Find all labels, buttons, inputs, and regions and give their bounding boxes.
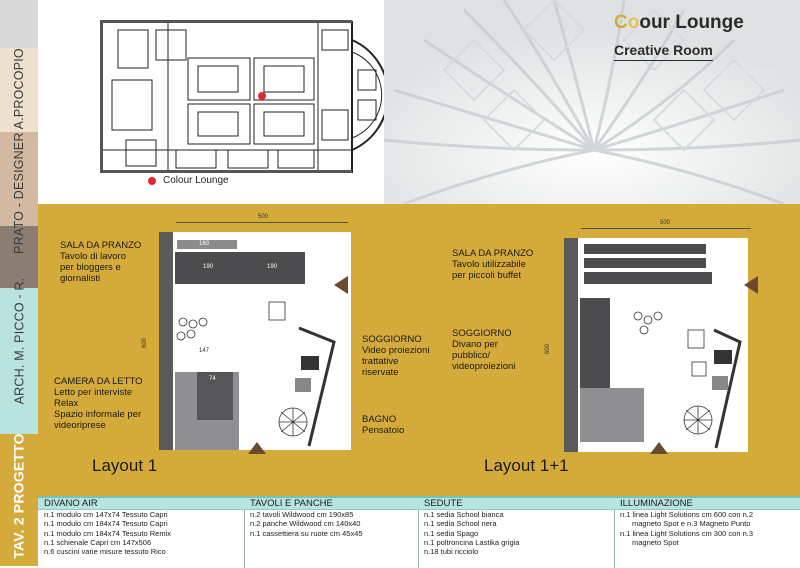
layout2-note-soggiorno: SOGGIORNO Divano per pubblico/ videoproiezioni: [452, 328, 516, 372]
layout2-plan: [564, 238, 748, 452]
layout2-entry-arrow-right: [744, 276, 758, 294]
layout2-dim-line: [581, 228, 751, 229]
layout1-table-b: 190: [239, 252, 305, 284]
layout2-dim-width: 500: [660, 220, 671, 226]
table-header-divano: DIVANO AIR: [38, 498, 244, 510]
layout1-furniture-drawing: [159, 232, 351, 450]
table-header-illuminazione: ILLUMINAZIONE: [614, 498, 800, 510]
table-cell: n.6 cuscini varie misure tessuto Rico: [44, 547, 166, 557]
materials-table: [38, 496, 800, 568]
table-cell: n.1 modulo cm 184x74 Tessuto Capri: [44, 519, 168, 529]
brand-watermark: Paralisumne: [714, 66, 780, 78]
layout1-dim-height: 600: [142, 337, 149, 349]
table-cell: n.1 sedia Spago: [424, 528, 479, 538]
table-col-illuminazione: [614, 498, 800, 568]
layout2-entry-arrow-bottom: [650, 442, 668, 454]
table-header-tavoli: TAVOLI E PANCHE: [244, 498, 418, 510]
layout1-dim-width: 500: [258, 214, 269, 220]
page-subtitle: Creative Room: [614, 42, 713, 61]
table-cell: n.1 sedia School nera: [424, 519, 497, 529]
table-cell: n.1 cassettiera su ruote cm 45x45: [250, 528, 363, 538]
title-letter-o: o: [627, 12, 640, 33]
layout1-note-bagno: BAGNO Pensatoio: [362, 414, 405, 436]
table-cell: n.1 modulo cm 184x74 Tessuto Remix: [44, 528, 172, 538]
floor-plan-drawing: [38, 0, 384, 204]
table-cell: n.1 linea Light Solutions cm 300 con n.3: [620, 528, 754, 538]
legend-marker: [148, 177, 156, 185]
layout1-plan: [159, 232, 351, 450]
layout1-title: Layout 1: [92, 456, 158, 475]
legend-label: Colour Lounge: [163, 175, 229, 186]
sidebar-tav-text: TAV. 2 PROGETTO: [11, 433, 27, 559]
layout1-note-soggiorno: SOGGIORNO Video proiezioni trattative riservate: [362, 334, 430, 378]
page-title: [614, 12, 744, 34]
table-cell: n.18 tubi ricciolo: [424, 547, 479, 557]
layout1-sofa-seat: 74: [197, 372, 233, 420]
layout2-furniture-drawing: [564, 238, 748, 452]
layout1-dim-line: [176, 222, 348, 223]
sidebar: [0, 0, 38, 566]
layout1-table-a: 190: [175, 252, 239, 284]
table-cell: n.1 schienale Capri cm 147x506: [44, 537, 152, 547]
table-cell: magneto Spot e n.3 Magneto Punto: [632, 519, 751, 529]
layout1-note-sala: SALA DA PRANZO Tavolo di lavoro per bloggers e giornalisti: [60, 240, 142, 284]
table-header-sedute: SEDUTE: [418, 498, 614, 510]
layouts-panel: [38, 204, 800, 496]
table-col-divano: [38, 498, 245, 568]
floor-plan-panel: [38, 0, 384, 204]
layout1-dim-inner: 147: [199, 348, 210, 354]
layout1-entry-arrow-right: [334, 276, 348, 294]
layout2-title: Layout 1+1: [484, 456, 569, 475]
layout1-note-camera: CAMERA DA LETTO Letto per interviste Relax Spazio informale per videoriprese: [54, 376, 143, 431]
table-cell: n.2 tavoli Wildwood cm 190x85: [250, 510, 354, 519]
sidebar-architect-text: ARCH. M. PICCO - R.: [12, 277, 26, 405]
layout2-note-sala: SALA DA PRANZO Tavolo utilizzabile per piccoli buffet: [452, 248, 534, 281]
table-col-tavoli: [244, 498, 419, 568]
table-col-sedute: [418, 498, 615, 568]
table-cell: magneto Spot: [632, 537, 679, 547]
colour-lounge-marker: [258, 92, 266, 100]
title-rest: our Lounge: [639, 12, 744, 33]
sidebar-designer-text: PRATO - DESIGNER A.PROCOPIO: [12, 48, 27, 254]
table-cell: n.1 linea Light Solutions cm 600 con n.2: [620, 510, 754, 519]
hero-texture: [384, 0, 800, 204]
layout2-dim-height: 600: [545, 343, 552, 355]
table-cell: n.1 sedia School bianca: [424, 510, 504, 519]
table-cell: n.1 poltroncina Lastika grigia: [424, 537, 520, 547]
layout1-entry-arrow-bottom: [248, 442, 266, 454]
layout1-bench: 160: [177, 240, 237, 249]
title-letter-c: C: [614, 12, 628, 33]
table-cell: n.1 modulo cm 147x74 Tessuto Capri: [44, 510, 168, 519]
table-cell: n.2 panche Wildwood cm 140x40: [250, 519, 361, 529]
